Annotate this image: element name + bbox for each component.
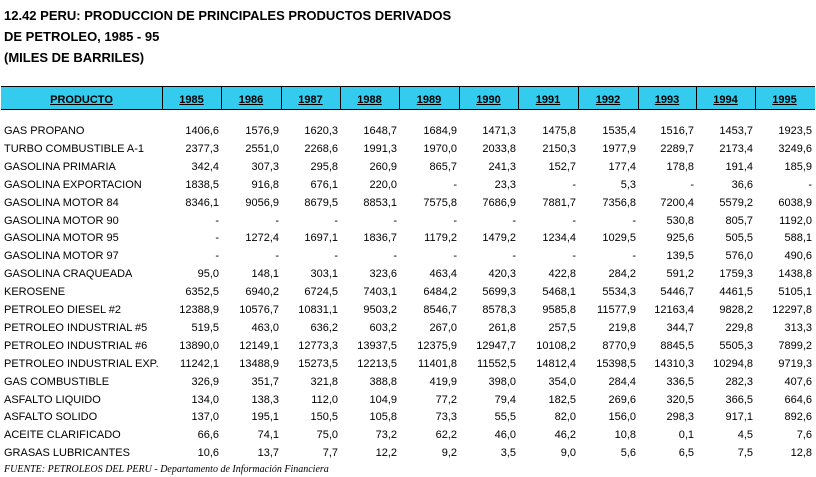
cell-value-1993: 0,1 <box>678 429 694 441</box>
product-name: ASFALTO SOLIDO <box>4 411 98 423</box>
cell-value-1985: 519,5 <box>191 322 219 334</box>
cell-value-1993: 12163,4 <box>654 304 694 316</box>
table-units: (MILES DE BARRILES) <box>4 50 145 65</box>
table-row <box>0 340 816 358</box>
cell-value-1993: 336,5 <box>666 376 694 388</box>
cell-value-1988: 12213,5 <box>357 358 397 370</box>
cell-value-1985: 134,0 <box>191 394 219 406</box>
cell-value-1991: - <box>572 179 576 191</box>
cell-value-1995: 892,6 <box>784 411 812 423</box>
cell-value-1993: 8845,5 <box>660 340 694 352</box>
cell-value-1987: 2268,6 <box>304 143 338 155</box>
product-name: GASOLINA PRIMARIA <box>4 161 116 173</box>
table-row <box>0 304 816 322</box>
cell-value-1988: 7403,1 <box>363 286 397 298</box>
cell-value-1993: 530,8 <box>666 215 694 227</box>
product-name: GASOLINA MOTOR 95 <box>4 232 119 244</box>
cell-value-1985: 1838,5 <box>185 179 219 191</box>
cell-value-1989: 7575,8 <box>423 197 457 209</box>
cell-value-1994: 5579,2 <box>719 197 753 209</box>
cell-value-1993: 14310,3 <box>654 358 694 370</box>
cell-value-1985: 2377,3 <box>185 143 219 155</box>
cell-value-1987: 150,5 <box>310 411 338 423</box>
cell-value-1993: 344,7 <box>666 322 694 334</box>
table-row <box>0 161 816 179</box>
cell-value-1992: - <box>632 215 636 227</box>
cell-value-1993: 320,5 <box>666 394 694 406</box>
cell-value-1990: 398,0 <box>488 376 516 388</box>
cell-value-1991: 14812,4 <box>536 358 576 370</box>
cell-value-1991: 422,8 <box>548 268 576 280</box>
cell-value-1994: 10294,8 <box>713 358 753 370</box>
table-row <box>0 411 816 429</box>
cell-value-1988: 9503,2 <box>363 304 397 316</box>
cell-value-1986: 2551,0 <box>245 143 279 155</box>
cell-value-1986: 12149,1 <box>239 340 279 352</box>
cell-value-1990: 11552,5 <box>477 358 516 370</box>
cell-value-1990: 23,3 <box>494 179 516 191</box>
cell-value-1985: 6352,5 <box>185 286 219 298</box>
cell-value-1994: 5505,3 <box>719 340 753 352</box>
cell-value-1995: 5105,1 <box>778 286 812 298</box>
cell-value-1992: 284,2 <box>608 268 636 280</box>
product-name: PETROLEO INDUSTRIAL #6 <box>4 340 148 352</box>
table-row <box>0 376 816 394</box>
table-row <box>0 125 816 143</box>
cell-value-1993: - <box>690 179 694 191</box>
cell-value-1985: 11242,1 <box>180 358 219 370</box>
cell-value-1988: 8853,1 <box>363 197 397 209</box>
product-name: GASOLINA MOTOR 84 <box>4 197 119 209</box>
cell-value-1989: 12375,9 <box>417 340 457 352</box>
header-year-1985: 1985 <box>179 94 204 106</box>
cell-value-1995: 7899,2 <box>778 340 812 352</box>
cell-value-1991: 5468,1 <box>542 286 576 298</box>
table-row <box>0 215 816 233</box>
cell-value-1985: 95,0 <box>197 268 219 280</box>
cell-value-1992: 7356,8 <box>602 197 636 209</box>
cell-value-1985: 137,0 <box>191 411 219 423</box>
product-name: PETROLEO DIESEL #2 <box>4 304 121 316</box>
cell-value-1985: 12388,9 <box>179 304 219 316</box>
cell-value-1987: 636,2 <box>310 322 338 334</box>
cell-value-1992: 219,8 <box>608 322 636 334</box>
header-year-1987: 1987 <box>298 94 323 106</box>
cell-value-1990: 55,5 <box>494 411 516 423</box>
table-row <box>0 447 816 465</box>
cell-value-1991: 257,5 <box>548 322 576 334</box>
cell-value-1991: - <box>572 250 576 262</box>
table-row <box>0 179 816 197</box>
cell-value-1988: 104,9 <box>369 394 397 406</box>
table-row <box>0 358 816 376</box>
cell-value-1989: - <box>453 250 457 262</box>
product-name: PETROLEO INDUSTRIAL #5 <box>4 322 148 334</box>
cell-value-1993: 925,6 <box>666 232 694 244</box>
cell-value-1986: - <box>275 215 279 227</box>
cell-value-1995: 313,3 <box>784 322 812 334</box>
cell-value-1994: 9828,2 <box>719 304 753 316</box>
product-name: GASOLINA MOTOR 90 <box>4 215 119 227</box>
cell-value-1993: 6,5 <box>678 447 694 459</box>
cell-value-1991: 9585,8 <box>542 304 576 316</box>
cell-value-1990: - <box>512 250 516 262</box>
cell-value-1992: 5,6 <box>620 447 636 459</box>
cell-value-1991: 82,0 <box>554 411 576 423</box>
cell-value-1987: 75,0 <box>316 429 338 441</box>
product-name: TURBO COMBUSTIBLE A-1 <box>4 143 144 155</box>
cell-value-1987: 295,8 <box>310 161 338 173</box>
cell-value-1987: 6724,5 <box>304 286 338 298</box>
cell-value-1995: 1438,8 <box>778 268 812 280</box>
cell-value-1986: 10576,7 <box>239 304 279 316</box>
cell-value-1993: 7200,4 <box>660 197 694 209</box>
cell-value-1989: 73,3 <box>435 411 457 423</box>
cell-value-1995: 407,6 <box>784 376 812 388</box>
product-name: GRASAS LUBRICANTES <box>4 447 130 459</box>
cell-value-1989: 8546,7 <box>423 304 457 316</box>
cell-value-1986: 74,1 <box>257 429 279 441</box>
cell-value-1994: 1759,3 <box>719 268 753 280</box>
cell-value-1989: - <box>453 179 457 191</box>
cell-value-1985: 13890,0 <box>179 340 219 352</box>
cell-value-1989: 267,0 <box>429 322 457 334</box>
cell-value-1993: 5446,7 <box>660 286 694 298</box>
cell-value-1986: 13488,9 <box>239 358 279 370</box>
cell-value-1988: 220,0 <box>369 179 397 191</box>
cell-value-1988: 105,8 <box>369 411 397 423</box>
cell-value-1991: 2150,3 <box>542 143 576 155</box>
cell-value-1985: 10,6 <box>197 447 219 459</box>
cell-value-1987: 1697,1 <box>304 232 338 244</box>
cell-value-1986: 916,8 <box>251 179 279 191</box>
cell-value-1989: 419,9 <box>429 376 457 388</box>
header-product: PRODUCTO <box>50 94 113 106</box>
product-name: GASOLINA EXPORTACION <box>4 179 142 191</box>
cell-value-1994: 229,8 <box>725 322 753 334</box>
header-year-1992: 1992 <box>595 94 621 106</box>
cell-value-1987: 15273,5 <box>298 358 338 370</box>
product-name: GASOLINA MOTOR 97 <box>4 250 119 262</box>
cell-value-1994: 805,7 <box>725 215 753 227</box>
cell-value-1992: 8770,9 <box>602 340 636 352</box>
header-year-1988: 1988 <box>357 94 382 106</box>
cell-value-1986: 6940,2 <box>245 286 279 298</box>
cell-value-1990: 5699,3 <box>482 286 516 298</box>
product-name: ASFALTO LIQUIDO <box>4 394 101 406</box>
product-name: GAS COMBUSTIBLE <box>4 376 110 388</box>
cell-value-1987: 8679,5 <box>304 197 338 209</box>
cell-value-1987: 12773,3 <box>298 340 338 352</box>
cell-value-1992: 1029,5 <box>602 232 636 244</box>
cell-value-1990: 3,5 <box>500 447 516 459</box>
cell-value-1987: 7,7 <box>322 447 338 459</box>
header-year-1989: 1989 <box>416 94 442 106</box>
cell-value-1993: 139,5 <box>666 250 694 262</box>
cell-value-1988: 13937,5 <box>357 340 397 352</box>
cell-value-1989: 77,2 <box>435 394 457 406</box>
cell-value-1991: 46,2 <box>554 429 576 441</box>
cell-value-1995: 588,1 <box>784 232 812 244</box>
header-year-1991: 1991 <box>535 94 561 106</box>
cell-value-1987: 676,1 <box>310 179 338 191</box>
cell-value-1992: 269,6 <box>608 394 636 406</box>
product-name: ACEITE CLARIFICADO <box>4 429 121 441</box>
cell-value-1989: 1970,0 <box>423 143 457 155</box>
cell-value-1991: 1475,8 <box>542 125 576 137</box>
cell-value-1994: 366,5 <box>725 394 753 406</box>
cell-value-1995: 1192,0 <box>779 215 812 227</box>
cell-value-1989: 62,2 <box>435 429 457 441</box>
cell-value-1994: 36,6 <box>731 179 753 191</box>
cell-value-1994: 4,5 <box>737 429 753 441</box>
cell-value-1993: 2289,7 <box>660 143 694 155</box>
cell-value-1995: 664,6 <box>784 394 812 406</box>
cell-value-1987: 10831,1 <box>298 304 338 316</box>
cell-value-1995: 490,6 <box>784 250 812 262</box>
cell-value-1986: 148,1 <box>251 268 279 280</box>
table-row <box>0 429 816 447</box>
cell-value-1995: 6038,9 <box>778 197 812 209</box>
cell-value-1985: 342,4 <box>191 161 219 173</box>
cell-value-1995: 12297,8 <box>772 304 812 316</box>
cell-value-1989: 463,4 <box>429 268 457 280</box>
cell-value-1987: 321,8 <box>310 376 338 388</box>
table-row <box>0 143 816 161</box>
cell-value-1987: - <box>334 250 338 262</box>
cell-value-1990: 79,4 <box>494 394 516 406</box>
cell-value-1986: 13,7 <box>257 447 279 459</box>
cell-value-1985: - <box>215 250 219 262</box>
cell-value-1989: 9,2 <box>441 447 457 459</box>
product-name: GASOLINA CRAQUEADA <box>4 268 133 280</box>
cell-value-1992: 5,3 <box>620 179 636 191</box>
cell-value-1990: 261,8 <box>488 322 516 334</box>
cell-value-1993: 298,3 <box>666 411 694 423</box>
cell-value-1985: 66,6 <box>197 429 219 441</box>
cell-value-1991: 182,5 <box>548 394 576 406</box>
cell-value-1990: 1479,2 <box>482 232 516 244</box>
cell-value-1986: - <box>275 250 279 262</box>
table-title: 12.42 PERU: PRODUCCION DE PRINCIPALES PRODUCTOS DERIVADOS <box>4 8 452 23</box>
cell-value-1990: 1471,3 <box>482 125 516 137</box>
cell-value-1987: 303,1 <box>310 268 338 280</box>
cell-value-1988: 12,2 <box>375 447 397 459</box>
cell-value-1988: - <box>393 215 397 227</box>
cell-value-1986: 307,3 <box>251 161 279 173</box>
cell-value-1995: 12,8 <box>790 447 812 459</box>
cell-value-1988: 1836,7 <box>363 232 397 244</box>
cell-value-1992: 11577,9 <box>597 304 636 316</box>
cell-value-1988: 323,6 <box>369 268 397 280</box>
cell-value-1991: 9,0 <box>560 447 576 459</box>
cell-value-1989: 1684,9 <box>423 125 457 137</box>
cell-value-1991: 7881,7 <box>542 197 576 209</box>
cell-value-1994: 4461,5 <box>719 286 753 298</box>
cell-value-1990: 2033,8 <box>482 143 516 155</box>
product-name: PETROLEO INDUSTRIAL EXP. <box>4 358 159 370</box>
cell-value-1994: 917,1 <box>725 411 753 423</box>
cell-value-1995: 9719,3 <box>778 358 812 370</box>
cell-value-1988: 1991,3 <box>363 143 397 155</box>
cell-value-1987: 112,0 <box>311 394 338 406</box>
cell-value-1985: 1406,6 <box>185 125 219 137</box>
cell-value-1986: 463,0 <box>251 322 279 334</box>
cell-value-1987: - <box>334 215 338 227</box>
table-row <box>0 232 816 250</box>
table-row <box>0 322 816 340</box>
cell-value-1990: - <box>512 215 516 227</box>
cell-value-1985: 326,9 <box>191 376 219 388</box>
cell-value-1986: 351,7 <box>251 376 279 388</box>
cell-value-1991: 10108,2 <box>536 340 576 352</box>
cell-value-1993: 1516,7 <box>660 125 694 137</box>
cell-value-1995: 7,6 <box>796 429 812 441</box>
cell-value-1986: 138,3 <box>251 394 279 406</box>
cell-value-1992: 15398,5 <box>596 358 636 370</box>
cell-value-1985: - <box>215 232 219 244</box>
table-row <box>0 286 816 304</box>
header-year-1993: 1993 <box>654 94 680 106</box>
cell-value-1994: 576,0 <box>725 250 753 262</box>
cell-value-1994: 505,5 <box>725 232 753 244</box>
cell-value-1992: 284,4 <box>608 376 636 388</box>
cell-value-1994: 2173,4 <box>719 143 753 155</box>
cell-value-1989: 6484,2 <box>423 286 457 298</box>
cell-value-1989: 865,7 <box>429 161 457 173</box>
cell-value-1988: - <box>393 250 397 262</box>
cell-value-1985: - <box>215 215 219 227</box>
cell-value-1988: 1648,7 <box>363 125 397 137</box>
cell-value-1991: 152,7 <box>548 161 576 173</box>
cell-value-1986: 1576,9 <box>245 125 279 137</box>
cell-value-1994: 1453,7 <box>719 125 753 137</box>
cell-value-1986: 195,1 <box>251 411 279 423</box>
table-row <box>0 197 816 215</box>
cell-value-1992: 177,4 <box>608 161 636 173</box>
cell-value-1988: 603,2 <box>369 322 397 334</box>
cell-value-1992: 156,0 <box>608 411 636 423</box>
table-row <box>0 268 816 286</box>
header-year-1995: 1995 <box>772 94 797 106</box>
cell-value-1995: 1923,5 <box>778 125 812 137</box>
cell-value-1989: - <box>453 215 457 227</box>
cell-value-1990: 12947,7 <box>476 340 516 352</box>
cell-value-1985: 8346,1 <box>185 197 219 209</box>
cell-value-1994: 282,3 <box>725 376 753 388</box>
product-name: KEROSENE <box>4 286 66 298</box>
cell-value-1995: 3249,6 <box>778 143 812 155</box>
cell-value-1992: 1535,4 <box>602 125 636 137</box>
cell-value-1992: 5534,3 <box>602 286 636 298</box>
cell-value-1991: 1234,4 <box>542 232 576 244</box>
header-year-1994: 1994 <box>713 94 738 106</box>
cell-value-1988: 260,9 <box>369 161 397 173</box>
cell-value-1993: 178,8 <box>666 161 694 173</box>
cell-value-1988: 73,2 <box>375 429 397 441</box>
cell-value-1989: 1179,2 <box>424 232 457 244</box>
header-year-1990: 1990 <box>476 94 501 106</box>
cell-value-1989: 11401,8 <box>418 358 457 370</box>
source-note: FUENTE: PETROLEOS DEL PERU - Departamento de Información Financiera <box>4 464 329 475</box>
cell-value-1991: 354,0 <box>548 376 576 388</box>
product-name: GAS PROPANO <box>4 125 85 137</box>
cell-value-1990: 420,3 <box>488 268 516 280</box>
cell-value-1991: - <box>572 215 576 227</box>
cell-value-1987: 1620,3 <box>304 125 338 137</box>
table-subtitle: DE PETROLEO, 1985 - 95 <box>4 29 160 44</box>
cell-value-1990: 8578,3 <box>482 304 516 316</box>
cell-value-1995: 185,9 <box>784 161 812 173</box>
cell-value-1990: 7686,9 <box>482 197 516 209</box>
cell-value-1993: 591,2 <box>666 268 694 280</box>
header-year-1986: 1986 <box>238 94 264 106</box>
cell-value-1992: 1977,9 <box>602 143 636 155</box>
cell-value-1986: 9056,9 <box>245 197 279 209</box>
cell-value-1988: 388,8 <box>369 376 397 388</box>
cell-value-1986: 1272,4 <box>245 232 279 244</box>
cell-value-1994: 7,5 <box>737 447 753 459</box>
cell-value-1992: 10,8 <box>614 429 636 441</box>
cell-value-1990: 241,3 <box>488 161 516 173</box>
cell-value-1990: 46,0 <box>494 429 516 441</box>
table-row <box>0 250 816 268</box>
table-header <box>1 86 815 110</box>
cell-value-1992: - <box>632 250 636 262</box>
cell-value-1995: - <box>808 179 812 191</box>
cell-value-1994: 191,4 <box>725 161 753 173</box>
table-row <box>0 394 816 412</box>
